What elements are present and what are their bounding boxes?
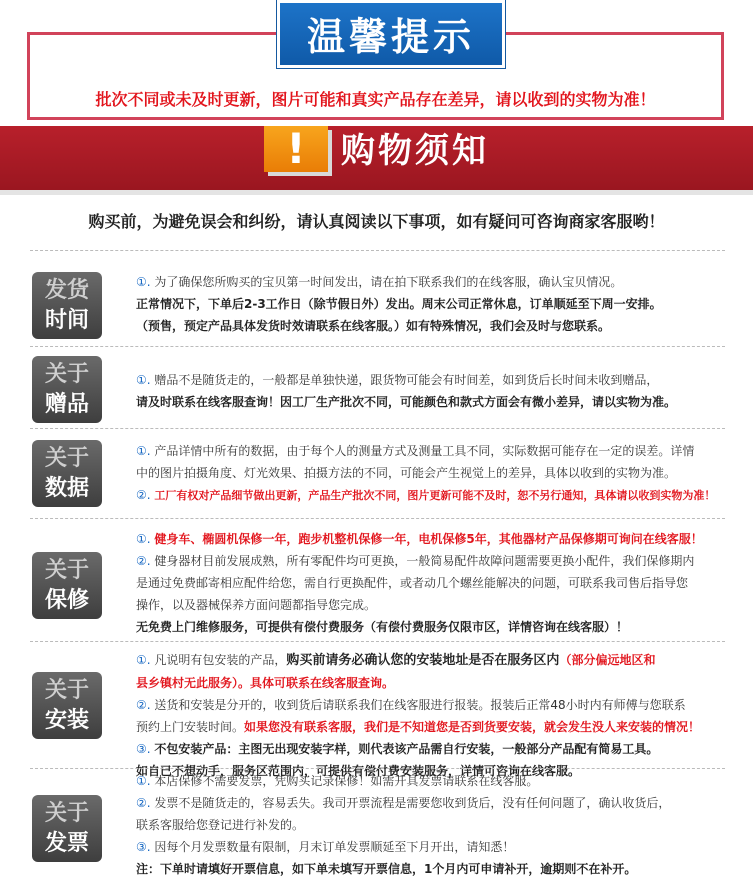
item-number: ②. (136, 488, 151, 502)
item-number: ②. (136, 554, 151, 568)
divider (30, 428, 725, 429)
text-line: （预售，预定产品具体发货时效请联系在线客服。）如有特殊情况，我们会及时与您联系。 (136, 319, 611, 333)
warm-tip-text: 批次不同或未及时更新，图片可能和真实产品存在差异，请以收到的实物为准！ (95, 90, 656, 109)
section-installation (136, 649, 736, 782)
divider (30, 518, 725, 519)
badge-top: 关于 (44, 362, 89, 387)
text-segment: （部分偏远地区和 (559, 653, 656, 667)
section-warranty (136, 528, 736, 638)
text-line: 中的图片拍摄角度、灯光效果、拍摄方法的不同，可能会产生视觉上的差异，具体以收到的实物为准。 (136, 466, 677, 480)
badge-top: 关于 (44, 446, 89, 471)
text-segment: 凡说明有包安装的产品， (154, 653, 287, 667)
text-segment: 如果您没有联系客服，我们是不知道您是否到货要安装，就会发生没人来安装的情况！ (244, 720, 701, 734)
text-segment: 预约上门安装时间。 (136, 720, 245, 734)
divider (30, 641, 725, 642)
section-gifts (136, 369, 736, 413)
text-line: 请及时联系在线客服查询！因工厂生产批次不同，可能颜色和款式方面会有微小差异，请以实物为准。 (136, 395, 677, 409)
text-line: 为了确保您所购买的宝贝第一时间发出，请在拍下联系我们的在线客服，确认宝贝情况。 (154, 275, 623, 289)
badge-bottom: 赠品 (44, 392, 89, 417)
divider (30, 250, 725, 251)
badge-top: 发货 (44, 278, 89, 303)
text-line: 如自已不想动手，服务区范围内，可提供有偿付费安装服务，详情可咨询在线客服。 (136, 764, 581, 778)
text-line: 赠品不是随货走的，一般都是单独快递，跟货物可能会有时间差，如到货后长时间未收到赠品， (154, 373, 659, 387)
item-number: ①. (136, 653, 151, 667)
badge-top: 关于 (44, 558, 89, 583)
badge-warranty (32, 552, 102, 619)
notice-intro: 购买前，为避免误会和纠纷，请认真阅读以下事项，如有疑问可咨询商家客服哟！ (88, 212, 665, 231)
badge-top: 关于 (44, 801, 89, 826)
text-line: 是通过免费邮寄相应配件给您，需自行更换配件，或者动几个螺丝能解决的问题，可联系我司售后指导您 (136, 576, 689, 590)
item-number: ②. (136, 796, 151, 810)
item-number: ③. (136, 840, 151, 854)
section-invoice (136, 770, 736, 880)
item-number: ①. (136, 532, 151, 546)
text-line: 操作，以及器械保养方面问题都指导您完成。 (136, 598, 377, 612)
warm-tip-title: 温馨提示 (277, 0, 505, 68)
section-shipping (136, 271, 736, 337)
exclamation-icon: ! (264, 126, 328, 172)
text-line: 不包安装产品：主图无出现安装字样，则代表该产品需自行安装，一般部分产品配有简易工具。 (154, 742, 659, 756)
text-line: 正常情况下，下单后2-3工作日（除节假日外）发出。周末公司正常休息，订单顺延至下周一安排。 (136, 297, 662, 311)
text-line: 发票不是随货走的，容易丢失。我司开票流程是需要您收到货后，没有任何问题了，确认收货后， (154, 796, 671, 810)
text-line: 联系客服给您登记进行补发的。 (136, 818, 305, 832)
text-line: 县乡镇村无此服务）。具体可联系在线客服查询。 (136, 676, 395, 690)
text-line: 送货和安装是分开的，收到货后请联系我们在线客服进行报装。报装后正常48小时内有师傅与您联系 (154, 698, 686, 712)
badge-top: 关于 (44, 678, 89, 703)
item-number: ②. (136, 698, 151, 712)
item-number: ①. (136, 275, 151, 289)
badge-bottom: 数据 (44, 476, 89, 501)
badge-invoice (32, 795, 102, 862)
text-line: 产品详情中所有的数据，由于每个人的测量方式及测量工具不同，实际数据可能存在一定的误差。详情 (154, 444, 695, 458)
text-line: 工厂有权对产品细节做出更新，产品生产批次不同，图片更新可能不及时，恕不另行通知，具体请以收到实物为准！ (154, 489, 716, 502)
item-number: ①. (136, 774, 151, 788)
badge-bottom: 时间 (44, 308, 89, 333)
text-line: 无免费上门维修服务，可提供有偿付费服务（有偿付费服务仅限市区，详情咨询在线客服）！ (136, 620, 629, 634)
text-line: 本店保修不需要发票，凭购买记录保修！如需开具发票请联系在线客服。 (154, 774, 539, 788)
badge-shipping-time (32, 272, 102, 339)
text-line: 因每个月发票数量有限制，月末订单发票顺延至下月开出，请知悉！ (154, 840, 515, 854)
item-number: ①. (136, 373, 151, 387)
section-data (136, 440, 736, 507)
badge-bottom: 保修 (44, 588, 89, 613)
item-number: ③. (136, 742, 151, 756)
badge-data (32, 440, 102, 507)
divider (30, 346, 725, 347)
text-segment: 购买前请务必确认您的安装地址是否在服务区内 (286, 653, 560, 668)
divider (30, 768, 725, 769)
badge-bottom: 发票 (44, 831, 89, 856)
shopping-notice-title: 购物须知 (341, 131, 489, 171)
text-line: 健身车、椭圆机保修一年，跑步机整机保修一年，电机保修5年，其他器材产品保修期可询问在线客服！ (154, 532, 703, 546)
badge-installation (32, 672, 102, 739)
text-line: 健身器材目前发展成熟，所有零配件均可更换，一般简易配件故障问题需要更换小配件，我们保修期内 (154, 554, 695, 568)
item-number: ①. (136, 444, 151, 458)
badge-bottom: 安装 (44, 708, 89, 733)
text-line: 注：下单时请填好开票信息，如下单未填写开票信息，1个月内可申请补开，逾期则不在补开。 (136, 862, 637, 876)
badge-gifts (32, 356, 102, 423)
